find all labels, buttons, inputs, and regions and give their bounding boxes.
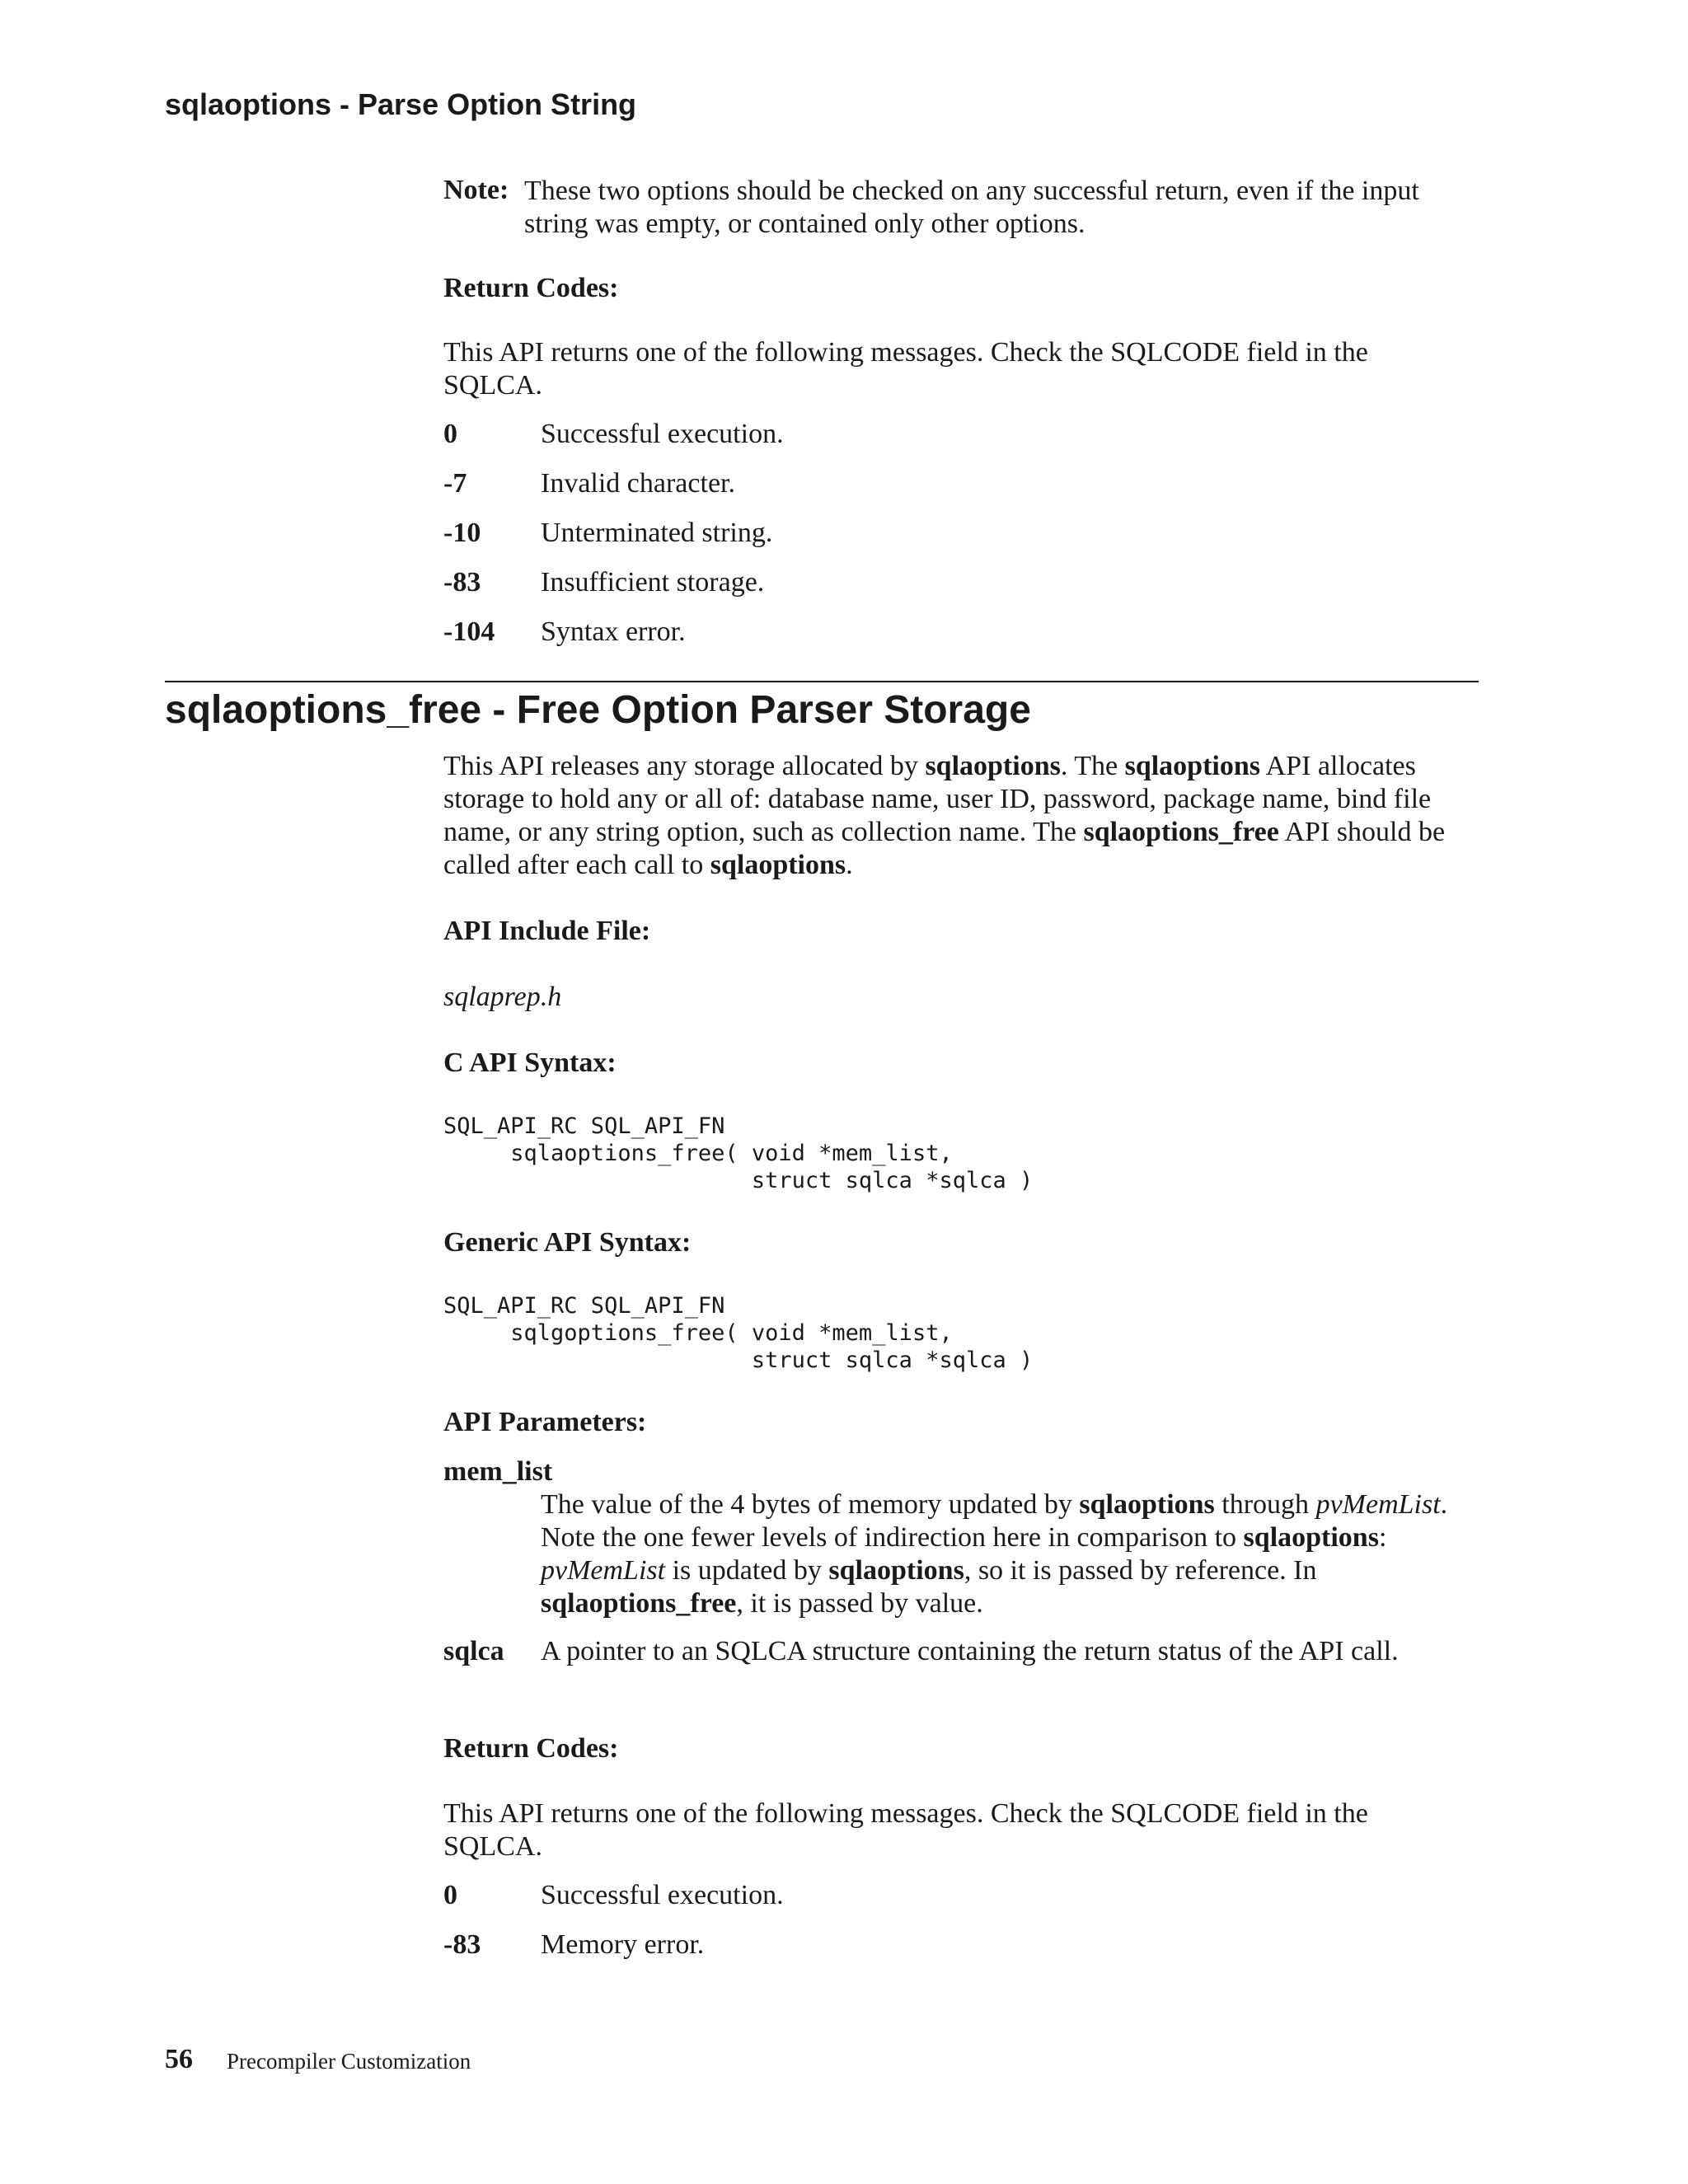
return-code-description: Syntax error.	[541, 616, 686, 647]
return-code-description: Successful execution.	[541, 419, 784, 449]
note-text: These two options should be checked on any successful return, even if the input string was empty, or contained only other options.	[524, 176, 1419, 239]
running-head: sqlaoptions - Parse Option String	[165, 87, 637, 121]
generic-syntax-code: SQL_API_RC SQL_API_FN sqlgoptions_free( void *mem_list, struct sqlca *sqlca )	[443, 1293, 1034, 1373]
return-code-value: -10	[443, 518, 481, 548]
param-name-sqlca: sqlca	[443, 1636, 504, 1666]
return-codes-intro: This API returns one of the following messages. Check the SQLCODE field in the SQLCA.	[443, 1798, 1368, 1862]
note-label: Note:	[443, 175, 509, 205]
return-code-description: Memory error.	[541, 1929, 705, 1960]
param-name-mem-list: mem_list	[443, 1456, 553, 1487]
return-code-description: Invalid character.	[541, 468, 735, 499]
return-codes-heading: Return Codes:	[443, 1733, 619, 1764]
return-codes-heading: Return Codes:	[443, 273, 619, 303]
include-file-name: sqlaprep.h	[443, 982, 562, 1012]
return-code-value: -83	[443, 1929, 481, 1960]
return-code-value: 0	[443, 419, 457, 449]
return-code-description: Unterminated string.	[541, 518, 773, 548]
api-parameters-heading: API Parameters:	[443, 1407, 647, 1437]
return-code-value: -83	[443, 567, 481, 598]
param-desc-sqlca: A pointer to an SQLCA structure containing the return status of the API call.	[541, 1636, 1399, 1666]
param-desc-mem-list: The value of the 4 bytes of memory updated by sqlaoptions through pvMemList. Note the one fewer levels of indirection here in comparison to sqlaoptions: pvMemList is updated by sqlaoptions, so it is passed by reference. In sqlaoptions_free, it is passed by value.	[541, 1489, 1448, 1619]
section-intro: This API releases any storage allocated by sqlaoptions. The sqlaoptions API allocates storage to hold any or all of: database name, user ID, password, package name, bind file name, or any string option, such as collection name. The sqlaoptions_free API should be called after each call to sqlaoptions.	[443, 751, 1446, 880]
section-divider	[165, 681, 1479, 682]
return-code-value: -104	[443, 616, 495, 647]
section-title: sqlaoptions_free - Free Option Parser Storage	[165, 688, 1031, 732]
book-title: Precompiler Customization	[227, 2049, 471, 2074]
return-code-value: -7	[443, 468, 467, 499]
c-syntax-heading: C API Syntax:	[443, 1047, 617, 1078]
include-file-heading: API Include File:	[443, 916, 651, 946]
return-codes-intro: This API returns one of the following messages. Check the SQLCODE field in the SQLCA.	[443, 337, 1368, 401]
return-code-description: Successful execution.	[541, 1880, 784, 1910]
c-syntax-code: SQL_API_RC SQL_API_FN sqlaoptions_free( void *mem_list, struct sqlca *sqlca )	[443, 1113, 1034, 1193]
generic-syntax-heading: Generic API Syntax:	[443, 1227, 692, 1258]
return-code-description: Insufficient storage.	[541, 567, 765, 598]
page-number: 56	[165, 2044, 193, 2074]
return-code-value: 0	[443, 1880, 457, 1910]
